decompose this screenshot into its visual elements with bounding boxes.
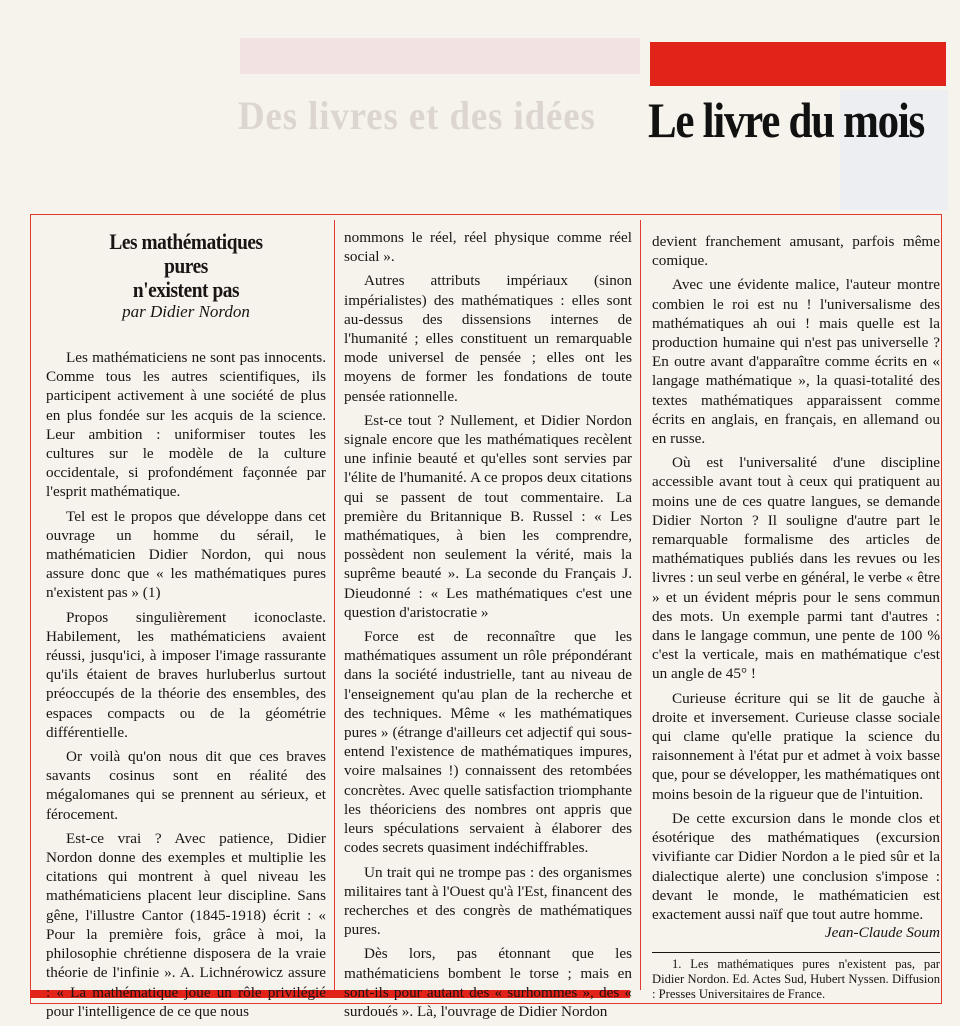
column-divider-2 (640, 220, 641, 990)
paragraph: Est-ce tout ? Nullement, et Didier Nordon signale encore que les mathématiques recèlent une infinie beauté et qu'elles sont servies par l'élite de l'humanité. A ce propos deux citations qui se passent de tout commentaire. La première du Britannique B. Russel : « Les mathématiques, à bien les comprendre, possèdent non seulement la vérité, mais la suprême beauté ». La seconde du Français J. Dieudonné : « Les mathématiques c'est une question d'aristocratie » (344, 411, 632, 621)
section-title: Le livre du mois (648, 92, 924, 148)
article-title-line-1: Les mathématiques (109, 229, 263, 254)
paragraph: Curieuse écriture qui se lit de gauche à droite et inversement. Curieuse classe sociale qui clame qu'elle pratique la science du raisonnement à l'état pur et admet à voix basse que, pour se développer, les mathématiques ont moins besoin de la rigueur que de l'intuition. (652, 689, 940, 803)
paragraph: Force est de reconnaître que les mathématiques assument un rôle prépondérant dans la société industrielle, tant au niveau de l'enseignement qu'au plan de la recherche et des techniques. Même « les mathématiques pures » (étrange d'ailleurs cet adjectif qui sous-entend l'existence de mathématiques impures, voire malsaines !) connaissent des retombées concrètes. Avec quelle satisfaction triomphante les théoriciens des nombres ont appris que leurs spéculations servaient à élaborer des codes secrets quasiment indéchiffrables. (344, 628, 632, 857)
footnote: 1. Les mathématiques pures n'existent pas, par Didier Nordon. Ed. Actes Sud, Hubert Nyssen. Diffusion : Presses Universitaires de France. (652, 957, 940, 1002)
article-title (63, 230, 309, 302)
paragraph-continued: nommons le réel, réel physique comme réel social ». (344, 229, 632, 266)
article-column-1 (46, 226, 326, 1026)
paragraph: Tel est le propos que développe dans cet ouvrage un homme du sérail, le mathématicien Didier Nordon, qui nous assure donc que « les mathématiques pures n'existent pas » (1) (46, 507, 326, 602)
footnote-divider (652, 952, 940, 953)
paragraph: Autres attributs impériaux (sinon impérialistes) des mathématiques : elles sont au-dessus des dissensions internes de l'humanité ; elles constituent un remarquable mode universel de pensée ; elles ont les moyens de former les fondations de toute pensée rationnelle. (344, 272, 632, 405)
faded-section-title: Des livres et des idées (238, 93, 596, 138)
paragraph: Les mathématiciens ne sont pas innocents. Comme tous les autres scientifiques, ils participent activement à une société de plus en plus fondée sur les acquis de la science. Leur ambition : uniformiser toutes les cultures sur le modèle de la culture occidentale, si profondément façonnée par l'esprit mathématique. (46, 349, 326, 501)
paragraph: Où est l'universalité d'une discipline accessible avant tout à ceux qui pratiquent au moins une de ces quatre langues, se demande Didier Norton ? Il souligne d'autre part le remarquable formalisme des articles de mathématiques publiés dans les revues ou les livres : un seul verbe en général, le verbe « être » et un évident mépris pour le sens commun des mots. Un exemple parmi tant d'autres : dans le langage commun, une pente de 100 % c'est la verticale, mais en mathématique c'est un angle de 45° ! (652, 454, 940, 683)
paragraph: Un trait qui ne trompe pas : des organismes militaires tant à l'Ouest qu'à l'Est, financent des recherches et des congrès de mathématiques pures. (344, 863, 632, 939)
paragraph: Propos singulièrement iconoclaste. Habilement, les mathématiciens avaient réussi, jusqu'ici, à imposer l'image rassurante qu'ils étaient de braves hurluberlus surtout préoccupés de la théorie des ensembles, des espaces compacts ou de la géométrie différentielle. (46, 608, 326, 741)
column-divider-1 (334, 220, 335, 990)
article-column-3 (652, 232, 940, 1007)
faded-header-band (240, 38, 640, 74)
paragraph: Est-ce vrai ? Avec patience, Didier Nordon donne des exemples et multiplie les citations qui montrent à quel niveau les mathématiciens placent leur discipline. Sans gêne, l'illustre Cantor (1845-1918) écrit : « Pour la première fois, grâce à moi, la philosophie chrétienne disposera de la vraie théorie de l'infinie ». A. Lichnérowicz assure : « La mathématique joue un rôle privilégié pour l'intelligence de ce que nous (46, 829, 326, 1020)
article-column-2 (344, 228, 632, 1026)
paragraph: Avec une évidente malice, l'auteur montre combien le roi est nu ! l'universalisme des mathématiques ah oui ! mais quelle est la production humaine qui n'est pas universelle ? En outre avant d'apparaître comme écrits en « langage mathématique », la quasi-totalité des textes mathématiques apparaissent comme écrits en anglais, en français, en allemand ou en russe. (652, 276, 940, 448)
section-red-bar (650, 42, 946, 86)
paragraph: Or voilà qu'on nous dit que ces braves savants cosinus sont en réalité des mégalomanes qui se prennent au sérieux, et férocement. (46, 748, 326, 823)
paragraph: De cette excursion dans le monde clos et ésotérique des mathématiques (excursion vivifiante car Didier Nordon a le pied sûr et la dialectique alerte) une conclusion s'impose : devant le monde, le mathématicien est exactement aussi naïf que tout autre homme. (652, 809, 940, 923)
paragraph-continued: devient franchement amusant, parfois même comique. (652, 233, 940, 270)
author-signature: Jean-Claude Soum (824, 924, 940, 942)
article-title-line-2: pures (164, 253, 208, 278)
article-byline: par Didier Nordon (122, 302, 250, 321)
article-title-line-3: n'existent pas (132, 277, 240, 302)
paragraph: Dès lors, pas étonnant que les mathématiciens bombent le torse ; mais en sont-ils pour autant des « surhommes », des « surdoués ». Là, l'ouvrage de Didier Nordon (344, 945, 632, 1020)
